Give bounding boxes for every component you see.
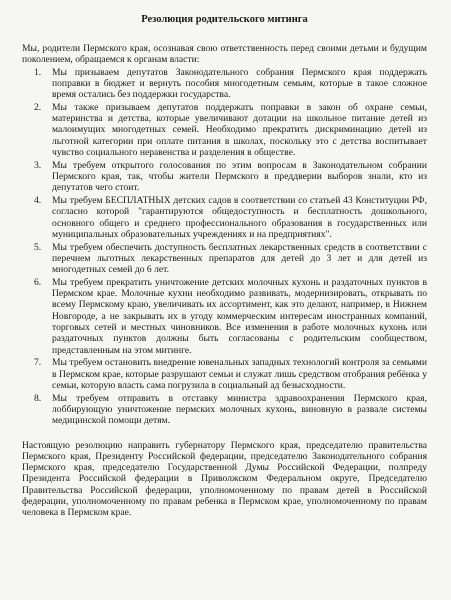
demand-text: Мы требуем обеспечить доступность бесплатных лекарственных средств в соответствии с перечнем льготных лекарственных препаратов для детей до 3 лет и для детей из многодетных семей до 6 лет. [52,241,427,276]
demand-text: Мы требуем прекратить уничтожение детских молочных кухонь и раздаточных пунктов в Пермском крае. Молочные кухни необходимо развивать, модернизировать, открывать по всему Пермскому краю, увеличивать их ассортимент, как это делают, например, в Нижнем Новгороде, а не закрывать их в угоду коммерческим интересам иностранных компаний, торговых сетей и местных чиновников. Все изменения в работе молочных кухонь или раздаточных пунктов должны быть согласованы с родительским сообществом, представленным на этом митинге. [52,276,427,356]
demand-number: 4. [34,195,42,207]
demand-text: Мы требуем БЕСПЛАТНЫХ детских садов в соответствии со статьей 43 Конституции РФ, согласно которой "гарантируются общедоступность и бесплатность дошкольного, основного общего и среднего профессионального образования в государственных или муниципальных образовательных учреждениях и на предприятиях". [52,195,427,240]
demand-number: 2. [34,101,42,113]
demand-text: Мы требуем остановить внедрение ювенальных западных технологий контроля за семьями в Пермском крае, которые разрушают семьи и служат лишь средством отобрания ребёнка у семьи, которую власть сама погрузила в социальный ад безысходности. [52,357,427,391]
demand-item [22,67,427,101]
demand-text: Мы требуем открытого голосования по этим вопросам в Законодательном собрании Пермского края, так, чтобы жители Пермского в преддверии выборов знали, кто из депутатов чего стоит. [52,159,427,194]
closing-paragraph: Настоящую резолюцию направить губернатору Пермского края, председателю правительства Пермского края, Президенту Российской федерации, председателю Законодательного собрания Пермского края, председателю Государственной Думы Российской Федерации, полпреду Президента Российской федерации в Приволжском Федеральном округе, Председателю Правительства Российской федерации, уполномоченному по правам детей в Российской федерации, уполномоченному по правам ребенка в Пермском крае, уполномоченному по правам человека в Пермском крае. [22,439,427,519]
demand-number: 1. [34,66,42,78]
demand-item [22,242,427,276]
demand-text: Мы требуем отправить в отставку министра здравоохранения Пермского края, лоббирующую уничтожение пермских молочных кухонь, виновную в развале системы медицинской помощи детям. [52,392,427,427]
demand-item [22,393,427,427]
demand-text: Мы также призываем депутатов поддержать поправки в закон об охране семьи, материнства и детства, которые увеличивают дотации на школьное питание детей из малоимущих многодетных семей. Необходимо прекратить дискриминацию детей из льготной категории при оплате питания в школах, поскольку это с детства воспитывает чувство социального неравенства и разделения в обществе. [52,101,427,159]
demand-item [22,102,427,158]
demand-number: 7. [34,357,42,369]
demand-item [22,195,427,240]
demand-item [22,277,427,356]
document-title: Резолюция родительского митинга [141,14,308,25]
demand-number: 8. [34,392,42,404]
intro-paragraph: Мы, родители Пермского края, осознавая свою ответственность перед своими детьми и будущим поколением, обращаемся к органам власти: [22,43,427,66]
demand-item [22,160,427,194]
demand-text: Мы призываем депутатов Законодательного собрания Пермского края поддержать поправки в бюджет и вернуть пособия многодетным семьям, которые в такое сложное время остались без поддержки государства. [52,66,427,101]
demand-number: 3. [34,159,42,171]
demand-number: 5. [34,241,42,253]
demand-number: 6. [34,276,42,288]
demand-item [22,357,427,391]
demands-list [22,67,427,427]
